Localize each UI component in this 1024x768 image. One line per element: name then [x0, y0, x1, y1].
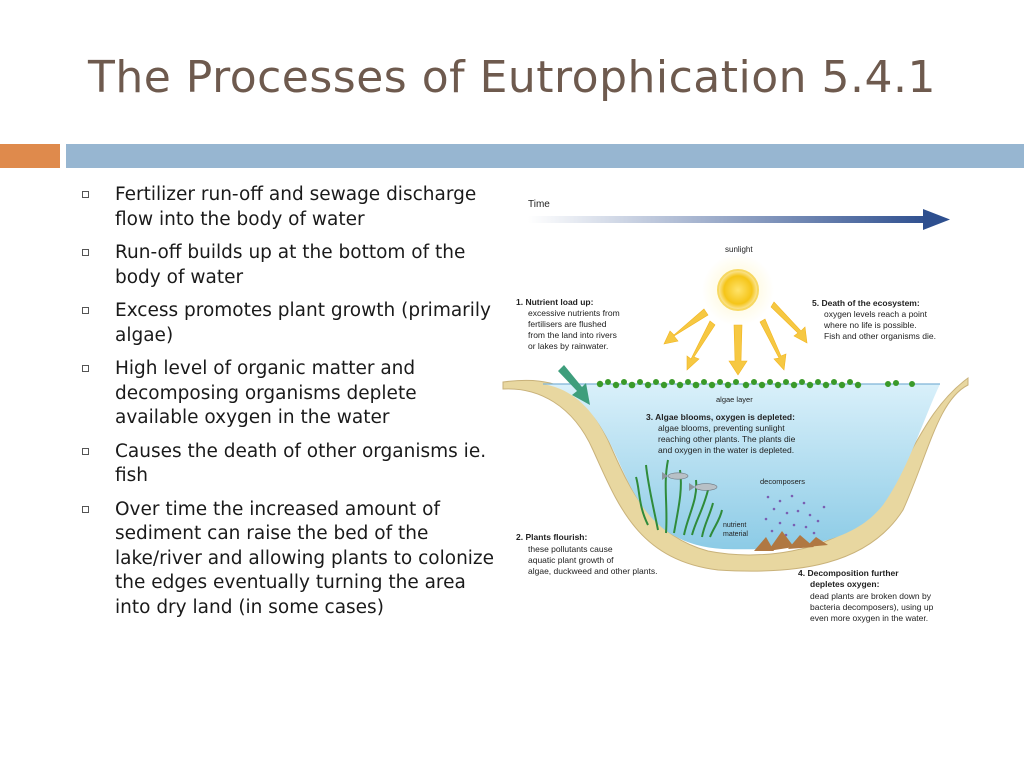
step2-label: [516, 532, 657, 576]
svg-text:2. Plants flourish:: 2. Plants flourish:: [516, 532, 588, 542]
bullet-item: [78, 357, 498, 431]
decomposers-label: decomposers: [760, 477, 806, 486]
bullet-list: [78, 183, 498, 629]
svg-text:1. Nutrient load up:: 1. Nutrient load up:: [516, 297, 594, 307]
bullet-item: [78, 183, 498, 232]
bullet-item: [78, 299, 498, 348]
slide-title: The Processes of Eutrophication 5.4.1: [87, 52, 936, 103]
step4-label: [798, 568, 934, 623]
svg-text:fertilisers are flushed: fertilisers are flushed: [528, 319, 607, 329]
bullet-text: Run-off builds up at the bottom of the body of water: [115, 242, 466, 288]
svg-text:4. Decomposition further: 4. Decomposition further: [798, 568, 899, 578]
accent-bar-orange: [0, 144, 60, 168]
svg-text:3. Algae blooms, oxygen is dep: 3. Algae blooms, oxygen is depleted:: [646, 412, 795, 422]
time-arrow: [528, 199, 950, 230]
step1-label: [516, 297, 620, 351]
time-label: Time: [528, 199, 550, 210]
svg-text:bacteria decomposers), using u: bacteria decomposers), using up: [810, 602, 934, 612]
svg-text:algae blooms, preventing sunli: algae blooms, preventing sunlight: [658, 423, 785, 433]
svg-text:Fish and other organisms die.: Fish and other organisms die.: [824, 331, 936, 341]
svg-text:5. Death of the ecosystem:: 5. Death of the ecosystem:: [812, 298, 920, 308]
bullet-text: High level of organic matter and decomposing organisms deplete available oxygen in the water: [115, 358, 417, 428]
svg-text:from the land into rivers: from the land into rivers: [528, 330, 617, 340]
svg-text:where no life is possible.: where no life is possible.: [824, 320, 917, 330]
bullet-square-icon: [82, 506, 89, 513]
bullet-square-icon: [82, 249, 89, 256]
svg-text:algae, duckweed and other plan: algae, duckweed and other plants.: [528, 566, 658, 576]
svg-text:oxygen levels reach a point: oxygen levels reach a point: [824, 309, 928, 319]
svg-text:even more oxygen in the water.: even more oxygen in the water.: [810, 613, 929, 623]
nutrient-label-line2: material: [723, 531, 748, 538]
sunlight-label: sunlight: [725, 245, 753, 254]
bullet-square-icon: [82, 191, 89, 198]
svg-text:dead plants are broken down by: dead plants are broken down by: [810, 591, 931, 601]
bullet-square-icon: [82, 448, 89, 455]
bullet-text: Excess promotes plant growth (primarily algae): [115, 300, 492, 346]
bullet-text: Over time the increased amount of sediment can raise the bed of the lake/river and allowing plants to colonize the edges eventually turning the area into dry land (in some cases): [115, 498, 495, 618]
bullet-square-icon: [82, 365, 89, 372]
svg-text:reaching other plants. The pla: reaching other plants. The plants die: [658, 434, 796, 444]
bullet-item: [78, 498, 498, 621]
bullet-item: [78, 241, 498, 290]
bullet-square-icon: [82, 307, 89, 314]
bullet-item: [78, 440, 498, 489]
bullet-text: Causes the death of other organisms ie. fish: [115, 440, 487, 486]
step3-label: [646, 412, 796, 455]
nutrient-label-line1: nutrient: [723, 522, 747, 529]
algae-layer-label: algae layer: [716, 395, 753, 404]
svg-text:or lakes by rainwater.: or lakes by rainwater.: [528, 341, 609, 351]
svg-text:depletes oxygen:: depletes oxygen:: [810, 579, 880, 589]
sun-icon: [702, 245, 774, 326]
accent-bar-blue: [66, 144, 1024, 168]
eutrophication-diagram: [498, 185, 978, 635]
bullet-text: Fertilizer run-off and sewage discharge flow into the body of water: [115, 184, 477, 230]
svg-text:and oxygen in the water is dep: and oxygen in the water is depleted.: [658, 445, 795, 455]
lake-basin: [503, 378, 968, 571]
svg-text:excessive nutrients from: excessive nutrients from: [528, 308, 620, 318]
step5-label: [812, 298, 936, 341]
svg-text:aquatic plant growth of: aquatic plant growth of: [528, 555, 614, 565]
svg-text:these pollutants cause: these pollutants cause: [528, 544, 613, 554]
